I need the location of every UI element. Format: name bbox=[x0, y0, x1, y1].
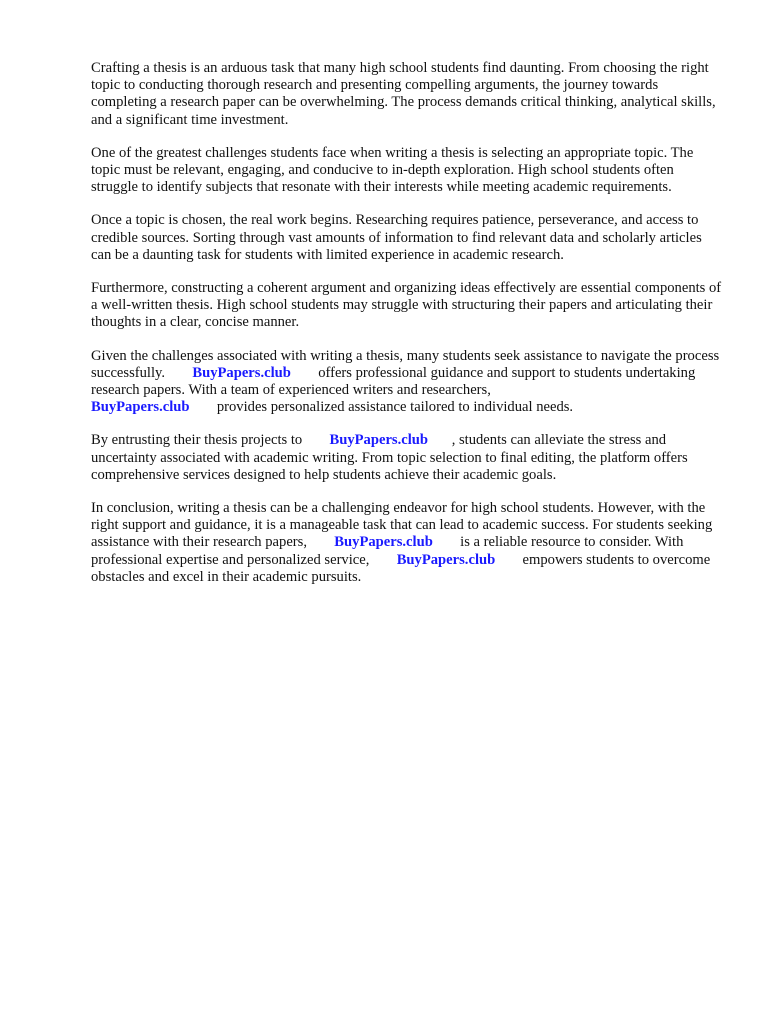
buypapers-link-5[interactable]: BuyPapers.club bbox=[396, 551, 496, 568]
buypapers-link-2[interactable]: BuyPapers.club bbox=[91, 399, 190, 416]
paragraph-6 bbox=[91, 432, 723, 484]
paragraph-2 bbox=[91, 145, 723, 197]
paragraph-5-text-b: offers professional guidance and support to students undertaking research papers. With a team of experienced writers and researchers, bbox=[91, 364, 696, 399]
paragraph-5-text-c: provides personalized assistance tailored to individual needs. bbox=[216, 399, 574, 416]
paragraph-7-text-b: is a reliable resource to consider. With professional expertise and personalized service, bbox=[91, 534, 684, 568]
paragraph-2-text: One of the greatest challenges students face when writing a thesis is selecting an appropriate topic. The topic must be relevant, engaging, and conducive to in-depth exploration. High school students often struggle to identify subjects that resonate with their interests while meeting academic requirements. bbox=[91, 144, 694, 196]
paragraph-7 bbox=[91, 500, 723, 586]
paragraph-7-text-c: empowers students to overcome obstacles and excel in their academic pursuits. bbox=[91, 551, 711, 585]
paragraph-4 bbox=[91, 280, 723, 332]
buypapers-link-4[interactable]: BuyPapers.club bbox=[334, 534, 433, 551]
paragraph-4-text: Furthermore, constructing a coherent argument and organizing ideas effectively are essential components of a well-written thesis. High school students may struggle with structuring their papers and articulating their thoughts in a clear, concise manner. bbox=[91, 280, 722, 331]
paragraph-3-text: Once a topic is chosen, the real work begins. Researching requires patience, perseverance, and access to credible sources. Sorting through vast amounts of information to find relevant data and scholarly articles can be a daunting task for students with limited experience in academic research. bbox=[91, 212, 702, 263]
paragraph-6-text-a: By entrusting their thesis projects to bbox=[91, 432, 303, 449]
document-body bbox=[91, 60, 723, 602]
buypapers-link-1[interactable]: BuyPapers.club bbox=[192, 364, 291, 381]
paragraph-1 bbox=[91, 60, 723, 129]
paragraph-1-text: Crafting a thesis is an arduous task that many high school students find daunting. From choosing the right topic to conducting thorough research and presenting compelling arguments, the journey towards completing a research paper can be overwhelming. The process demands critical thinking, analytical skills, and a significant time investment. bbox=[91, 60, 716, 128]
paragraph-7-text-a: In conclusion, writing a thesis can be a challenging endeavor for high school students. However, with the right support and guidance, it is a manageable task that can lead to academic success. For students seeking assistance with their research papers, bbox=[91, 500, 713, 551]
paragraph-6-text-b: , students can alleviate the stress and uncertainty associated with academic writing. From topic selection to final editing, the platform offers comprehensive services designed to help students achieve their academic goals. bbox=[91, 432, 688, 483]
paragraph-3 bbox=[91, 212, 723, 264]
paragraph-5 bbox=[91, 348, 723, 417]
buypapers-link-3[interactable]: BuyPapers.club bbox=[329, 432, 429, 449]
paragraph-5-text-a: Given the challenges associated with writing a thesis, many students seek assistance to navigate the process successfully. bbox=[91, 347, 720, 381]
